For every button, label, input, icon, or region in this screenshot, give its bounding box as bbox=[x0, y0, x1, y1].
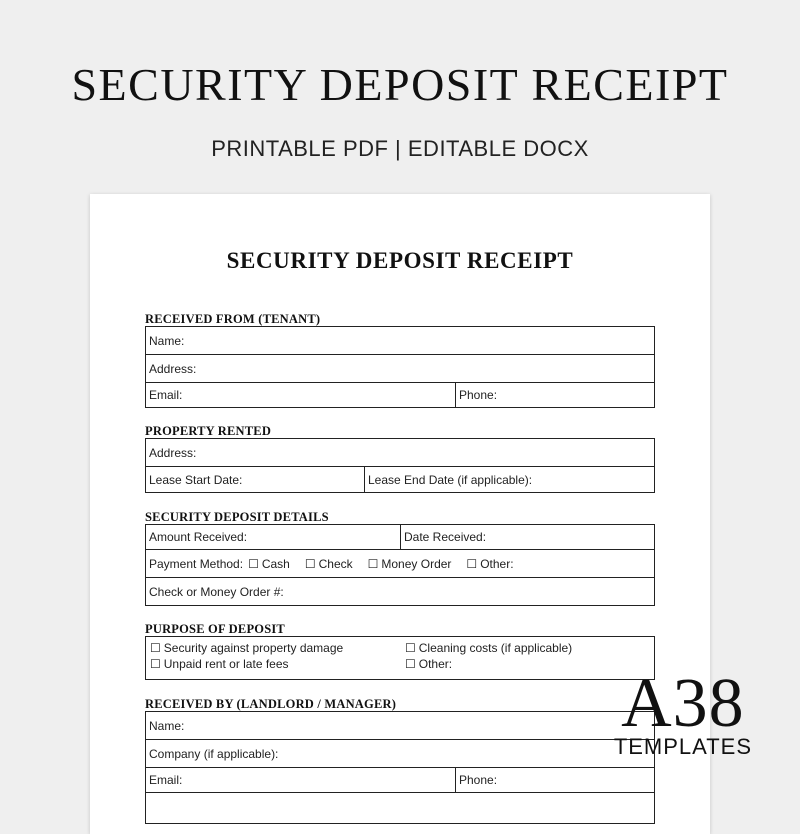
table-row bbox=[146, 578, 654, 605]
lease-start-field[interactable] bbox=[146, 467, 365, 492]
table-row bbox=[146, 793, 654, 823]
deposit-table bbox=[145, 524, 655, 606]
field-label: Lease End Date (if applicable): bbox=[368, 472, 533, 487]
tenant-address-field[interactable] bbox=[146, 355, 654, 382]
page-subtitle: PRINTABLE PDF | EDITABLE DOCX bbox=[211, 136, 589, 161]
field-label: Phone: bbox=[459, 773, 498, 787]
landlord-name-field[interactable] bbox=[146, 712, 654, 739]
field-label: Address: bbox=[149, 445, 197, 460]
table-row bbox=[146, 467, 654, 492]
landlord-extra-field[interactable] bbox=[146, 793, 654, 823]
field-label: Date Received: bbox=[404, 530, 487, 544]
table-row bbox=[146, 550, 654, 578]
table-row bbox=[146, 525, 654, 550]
tenant-table bbox=[145, 326, 655, 408]
purpose-option-rent[interactable] bbox=[149, 657, 404, 671]
tenant-name-field[interactable] bbox=[146, 327, 654, 354]
date-received-field[interactable] bbox=[401, 525, 654, 549]
property-table bbox=[145, 438, 655, 493]
field-label: Email: bbox=[149, 773, 183, 787]
checkbox-icon[interactable]: ☐ bbox=[150, 641, 161, 655]
purpose-option-other[interactable] bbox=[404, 657, 654, 671]
landlord-company-field[interactable] bbox=[146, 740, 654, 767]
purpose-option-cleaning[interactable] bbox=[404, 641, 654, 655]
logo-mark: A38 bbox=[621, 665, 745, 742]
landlord-table bbox=[145, 711, 655, 824]
checkbox-icon[interactable]: ☐ bbox=[466, 556, 478, 571]
section-heading-tenant: RECEIVED FROM (TENANT) bbox=[145, 312, 321, 326]
payment-option-check[interactable] bbox=[304, 557, 353, 571]
table-row bbox=[146, 327, 654, 355]
option-label: Cleaning costs (if applicable) bbox=[418, 641, 573, 655]
field-label: Company (if applicable): bbox=[149, 746, 279, 761]
document-title: SECURITY DEPOSIT RECEIPT bbox=[226, 248, 574, 273]
table-row bbox=[146, 712, 654, 740]
checkbox-icon[interactable]: ☐ bbox=[304, 556, 316, 571]
option-label: Check bbox=[318, 556, 353, 571]
field-label: Amount Received: bbox=[149, 530, 248, 544]
table-row bbox=[146, 383, 654, 407]
payment-option-other[interactable] bbox=[465, 557, 513, 571]
payment-option-cash[interactable] bbox=[247, 557, 290, 571]
check-number-field[interactable] bbox=[146, 578, 654, 605]
logo-wordmark: TEMPLATES bbox=[613, 734, 752, 759]
field-label: Name: bbox=[149, 718, 185, 733]
checkbox-icon[interactable]: ☐ bbox=[405, 641, 416, 655]
option-label: Security against property damage bbox=[163, 641, 344, 655]
landlord-phone-field[interactable] bbox=[456, 768, 654, 792]
section-heading-purpose: PURPOSE OF DEPOSIT bbox=[145, 622, 285, 636]
option-label: Cash bbox=[261, 556, 290, 571]
table-row bbox=[146, 768, 654, 793]
page-title: SECURITY DEPOSIT RECEIPT bbox=[71, 59, 729, 110]
option-label: Other: bbox=[480, 556, 514, 571]
option-label: Other: bbox=[418, 657, 453, 671]
purpose-table bbox=[145, 636, 655, 680]
checkbox-icon[interactable]: ☐ bbox=[150, 657, 161, 671]
field-label: Address: bbox=[149, 361, 197, 376]
property-address-field[interactable] bbox=[146, 439, 654, 466]
table-row bbox=[146, 355, 654, 383]
payment-option-money-order[interactable] bbox=[367, 557, 452, 571]
amount-received-field[interactable] bbox=[146, 525, 401, 549]
section-heading-deposit: SECURITY DEPOSIT DETAILS bbox=[145, 510, 329, 524]
table-row bbox=[146, 439, 654, 467]
field-label: Phone: bbox=[459, 388, 498, 402]
brand-logo bbox=[613, 665, 752, 759]
option-label: Unpaid rent or late fees bbox=[163, 657, 289, 671]
option-label: Money Order bbox=[381, 556, 452, 571]
purpose-option-damage[interactable] bbox=[149, 641, 404, 655]
field-label: Check or Money Order #: bbox=[149, 584, 284, 599]
section-heading-property: PROPERTY RENTED bbox=[145, 424, 272, 438]
field-label: Email: bbox=[149, 388, 183, 402]
tenant-email-field[interactable] bbox=[146, 383, 456, 407]
checkbox-icon[interactable]: ☐ bbox=[248, 556, 259, 571]
lease-end-field[interactable] bbox=[365, 467, 654, 492]
section-heading-landlord: RECEIVED BY (LANDLORD / MANAGER) bbox=[145, 697, 397, 711]
checkbox-icon[interactable]: ☐ bbox=[367, 556, 379, 571]
payment-method-row bbox=[146, 550, 654, 577]
field-label: Payment Method: bbox=[149, 556, 244, 571]
purpose-options bbox=[146, 637, 654, 675]
checkbox-icon[interactable]: ☐ bbox=[405, 657, 416, 671]
field-label: Name: bbox=[149, 333, 185, 348]
landlord-email-field[interactable] bbox=[146, 768, 456, 792]
table-row bbox=[146, 740, 654, 768]
field-label: Lease Start Date: bbox=[149, 472, 243, 487]
tenant-phone-field[interactable] bbox=[456, 383, 654, 407]
